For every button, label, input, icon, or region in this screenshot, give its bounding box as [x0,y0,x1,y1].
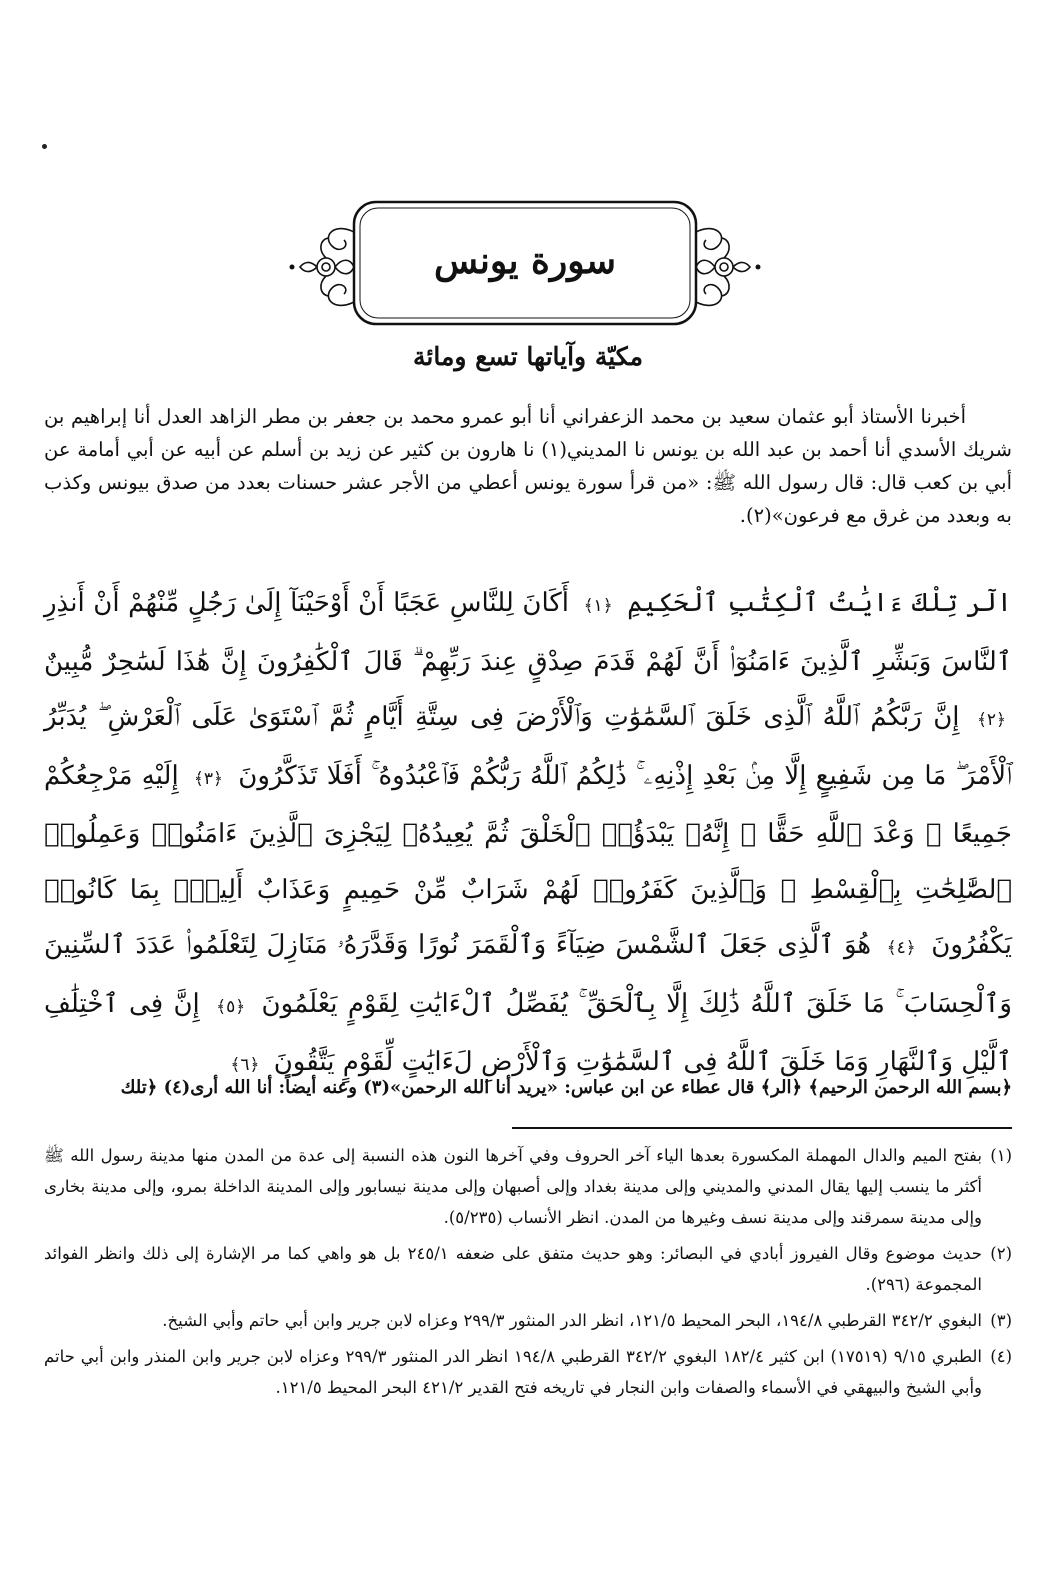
footnote-text: الطبري ٩/١٥ (١٧٥١٩) ابن كثير ١٨٢/٤ البغوي ٣٤٢/٢ القرطبي ١٩٤/٨ انظر الدر المنثور ٢٩٩/٣ وعزاه لابن جرير وابن المنذر وابن أبي حاتم وأبي الشيخ والبيهقي في الأسماء والصفات وابن النجار في تاريخه فتح القدير ٤٢١/٢ البحر المحيط ١٢١/٥. [44,1347,982,1397]
footnote-text: البغوي ٣٤٢/٢ القرطبي ١٩٤/٨، البحر المحيط ١٢١/٥، انظر الدر المنثور ٢٩٩/٣ وعزاه لابن جرير وابن أبي حاتم وأبي الشيخ. [162,1311,982,1330]
footnote-divider [512,1127,1012,1129]
intro-paragraph: أخبرنا الأستاذ أبو عثمان سعيد بن محمد الزعفراني أنا أبو عمرو محمد بن جعفر بن مطر الزاهد العدل أنا إبراهيم بن شريك الأسدي أنا أحمد بن عبد الله بن يونس نا المديني(١) نا هارون بن كثير عن زيد بن أسلم عن أبيه عن أبي أمامة عن أبي بن كعب قال: قال رسول الله ﷺ: «من قرأ سورة يونس أعطي من الأجر عشر حسنات بعدد من صدق بيونس وكذب به وبعدد من غرق مع فرعون»(٢). [44,405,1012,527]
title-cartouche [282,192,768,342]
footnote [44,1238,1012,1300]
surah-title: سورة يونس [433,240,617,282]
ayah-number-3: ﴿٣﴾ [193,768,223,789]
footnotes [44,1140,1012,1408]
ayah-number-2: ﴿٢﴾ [976,710,1007,730]
footnote-number: (١) [990,1146,1012,1165]
ayah-number-5: ﴿٥﴾ [216,996,246,1017]
footnote-number: (٣) [990,1311,1012,1330]
ayah-text: هُوَ ٱلَّذِى جَعَلَ ٱلشَّمْسَ ضِيَآءً وَٱلْقَمَرَ نُورًا وَقَدَّرَهُۥ مَنَازِلَ لِتَعْلَمُوا۟ عَدَدَ ٱلسِّنِينَ وَٱلْحِسَابَ ۚ مَا خَلَقَ ٱللَّهُ ذَٰلِكَ إِلَّا بِٱلْحَقِّ ۚ يُفَصِّلُ ٱلْءَايَٰتِ لِقَوْمٍ يَعْلَمُونَ [44,930,1012,1019]
footnote-text: حديث موضوع وقال الفيروز أبادي في البصائر: وهو حديث متفق على ضعفه ٢٤٥/١ بل هو واهي كما مر الإشارة إلى ذلك وانظر الفوائد المجموعة (٢٩٦). [44,1244,983,1294]
ayah-text: إِلَيْهِ مَرْجِعُكُمْ جَمِيعًا ۖ وَعْدَ ٱللَّهِ حَقًّا ۚ إِنَّهُۥ يَبْدَؤُا۟ ٱلْخَلْقَ ثُمَّ يُعِيدُهُۥ لِيَجْزِىَ ٱلَّذِينَ ءَامَنُوا۟ وَعَمِلُوا۟ ٱلصَّٰلِحَٰتِ بِٱلْقِسْطِ ۚ وَٱلَّذِينَ كَفَرُوا۟ لَهُمْ شَرَابٌ مِّنْ حَمِيمٍ وَعَذَابٌ أَلِيمٌۢ بِمَا كَانُوا۟ يَكْفُرُونَ [44,760,1013,960]
ayah-text: الٓر تِلْكَ ءَايَٰتُ ٱلْكِتَٰبِ ٱلْحَكِيمِ [627,588,1012,618]
ayah-text: أَكَانَ لِلنَّاسِ عَجَبًا أَنْ أَوْحَيْنَآ إِلَىٰ رَجُلٍ مِّنْهُمْ أَنْ أَنذِرِ ٱلنَّاسَ وَبَشِّرِ ٱلَّذِينَ ءَامَنُوٓا۟ أَنَّ لَهُمْ قَدَمَ صِدْقٍ عِندَ رَبِّهِمْ ۗ قَالَ ٱلْكَٰفِرُونَ إِنَّ هَٰذَا لَسَٰحِرٌ مُّبِينٌ [44,588,1012,677]
tafsir-line: ﴿بسم الله الرحمن الرحيم﴾ ﴿الر﴾ قال عطاء عن ابن عباس: «يريد أنا الله الرحمن»(٣) وعنه أيضاً: أنا الله أرى(٤) ﴿تلك [120,1077,1012,1098]
footnote-number: (٢) [990,1244,1012,1263]
footnote [44,1341,1012,1403]
footnote [44,1305,1012,1336]
surah-subtitle: مكيّة وآياتها تسع ومائة [413,342,643,371]
ayah-number-1: ﴿١﴾ [583,596,613,616]
ayah-number-6: ﴿٦﴾ [230,1055,260,1075]
footnote-number: (٤) [990,1347,1012,1366]
ayah-number-4: ﴿٤﴾ [886,938,916,958]
footnote-text: بفتح الميم والدال المهملة المكسورة بعدها الياء آخر الحروف وفي آخرها النون هذه النسبة إلى عدة من المدن منها مدينة رسول الله ﷺ أكثر ما ينسب إليها يقال المدني والمديني وإلى مدينة بغداد وإلى أصبهان وإلى مدينة نيسابور وإلى المدينة الداخلة بمرو، وإلى مدينة بخارى وإلى مدينة سمرقند وإلى مدينة نسف وغيرها من المدن. انظر الأنساب (٥/٢٣٥). [44,1146,982,1227]
ayah-text: إِنَّ رَبَّكُمُ ٱللَّهُ ٱلَّذِى خَلَقَ ٱلسَّمَٰوَٰتِ وَٱلْأَرْضَ فِى سِتَّةِ أَيَّامٍ ثُمَّ ٱسْتَوَىٰ عَلَى ٱلْعَرْشِ ۖ يُدَبِّرُ ٱلْأَمْرَ ۖ مَا مِن شَفِيعٍ إِلَّا مِنۢ بَعْدِ إِذْنِهِۦ ۚ ذَٰلِكُمُ ٱللَّهُ رَبُّكُمْ فَٱعْبُدُوهُ ۚ أَفَلَا تَذَكَّرُونَ [44,702,1012,791]
ayah-text: إِنَّ فِى ٱخْتِلَٰفِ ٱلَّيْلِ وَٱلنَّهَارِ وَمَا خَلَقَ ٱللَّهُ فِى ٱلسَّمَٰوَٰتِ وَٱلْأَرْضِ لَءَايَٰتٍ لِّقَوْمٍ يَتَّقُونَ [44,988,1012,1077]
stray-dot [42,144,47,149]
quran-text [44,576,1012,1094]
footnote [44,1140,1012,1233]
